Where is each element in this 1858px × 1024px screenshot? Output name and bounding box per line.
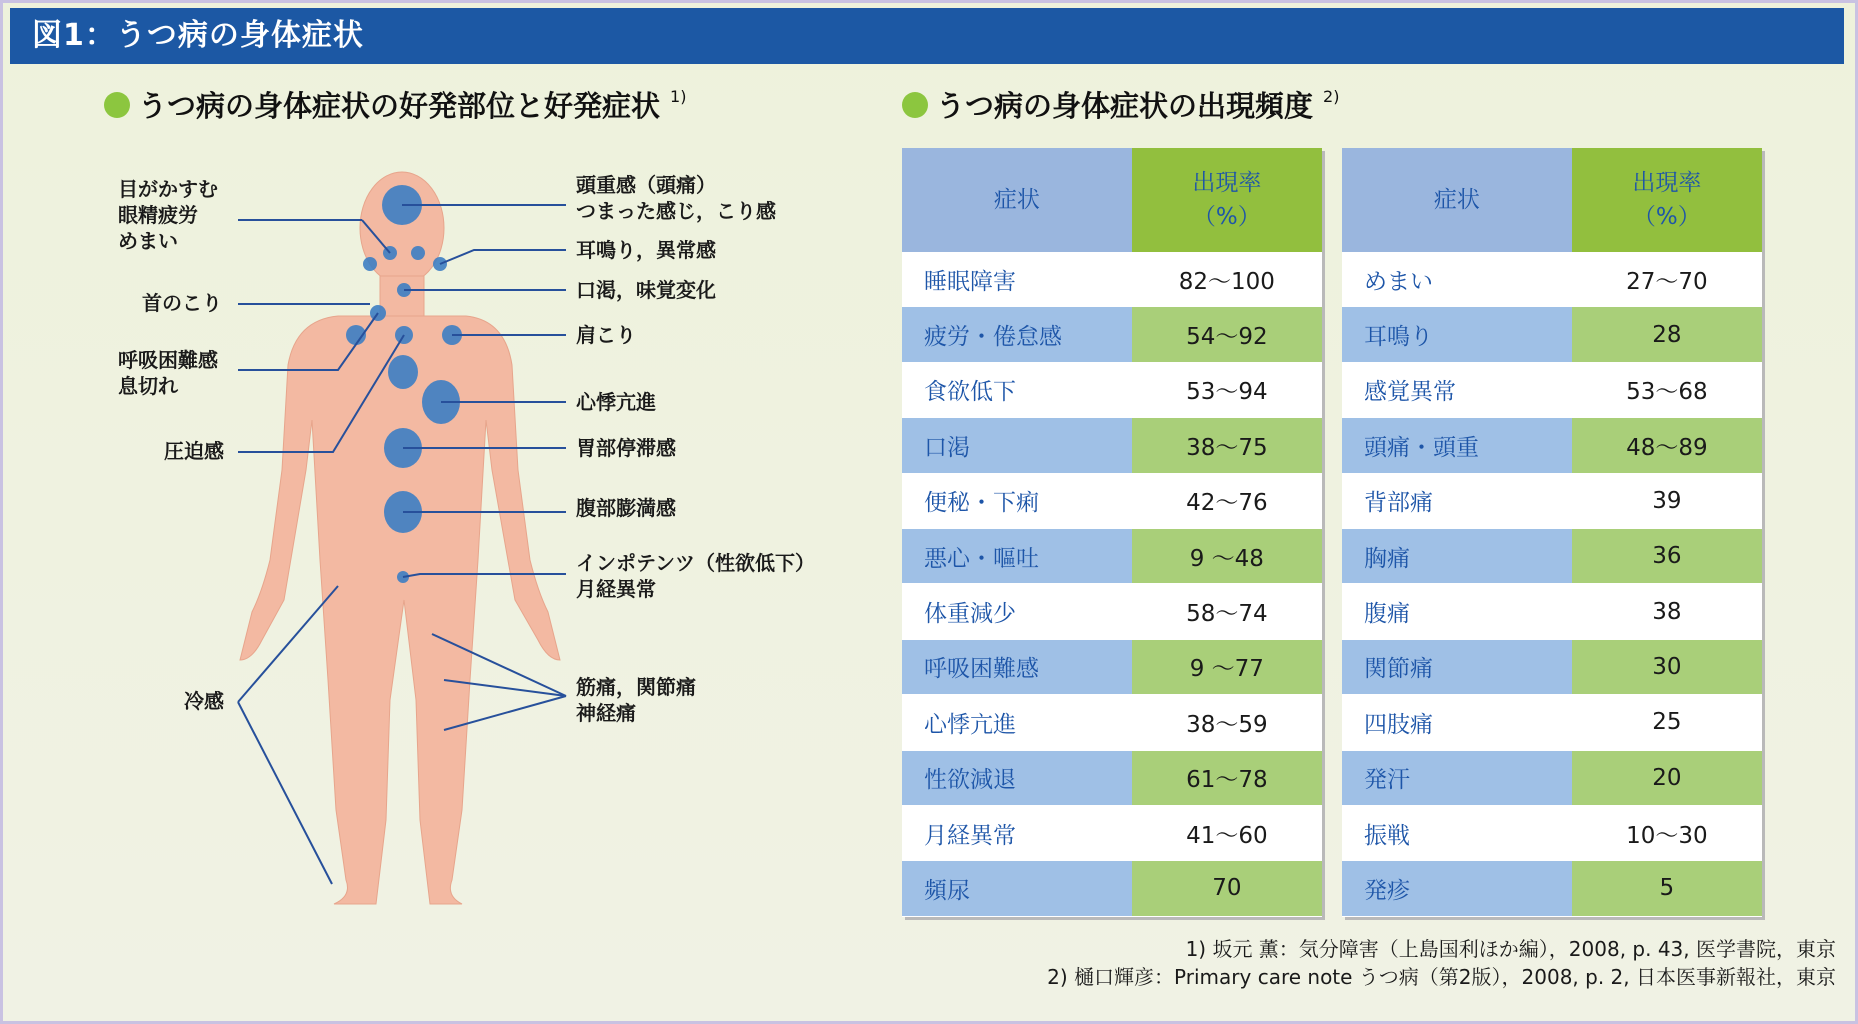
right-section-title (902, 84, 1339, 125)
column-header-rate-unit: （%） (1632, 204, 1701, 230)
rate-cell: 38〜75 (1132, 418, 1322, 473)
table-row (902, 252, 1322, 307)
label-mouth: 口渇，味覚変化 (576, 278, 716, 302)
rate-cell: 58〜74 (1132, 584, 1322, 639)
label-genital-2: 月経異常 (576, 577, 656, 601)
table-row (902, 639, 1322, 694)
table-row (902, 418, 1322, 473)
frequency-table-right (1342, 148, 1762, 917)
table-row (902, 750, 1322, 805)
symptom-cell: 頭痛・頭重 (1342, 418, 1572, 473)
label-cold: 冷感 (184, 689, 224, 713)
human-body-illustration (0, 0, 900, 1024)
symptom-cell: 悪心・嘔吐 (902, 528, 1132, 583)
label-head-2: つまった感じ，こり感 (576, 199, 776, 223)
table-row (1342, 362, 1762, 417)
table-row (902, 584, 1322, 639)
rate-cell: 38〜59 (1132, 695, 1322, 750)
left-section-ref: 1) (670, 87, 687, 106)
rate-cell: 61〜78 (1132, 750, 1322, 805)
label-muscle-1: 筋痛，関節痛 (576, 675, 696, 699)
symptom-cell: 発疹 (1342, 861, 1572, 916)
rate-cell: 36 (1572, 528, 1762, 583)
table-row (1342, 584, 1762, 639)
table-row (902, 307, 1322, 362)
label-pressure: 圧迫感 (164, 439, 224, 463)
column-header-rate (1572, 148, 1762, 252)
table-row (902, 473, 1322, 528)
rate-cell: 10〜30 (1572, 805, 1762, 860)
label-breath-1: 呼吸困難感 (118, 348, 218, 372)
rate-cell: 42〜76 (1132, 473, 1322, 528)
symptom-cell: 頻尿 (902, 861, 1132, 916)
label-eyes-1: 目がかすむ (118, 177, 218, 201)
symptom-cell: 心悸亢進 (902, 695, 1132, 750)
column-header-symptom: 症状 (1342, 148, 1572, 252)
reference-2: 2) 樋口輝彦：Primary care note うつ病（第2版），2008, p. 2, 日本医事新報社，東京 (1047, 965, 1836, 989)
symptom-cell: 口渇 (902, 418, 1132, 473)
label-eyes-3: めまい (118, 229, 178, 253)
rate-cell: 53〜68 (1572, 362, 1762, 417)
bullet-dot-icon (902, 92, 928, 118)
rate-cell: 54〜92 (1132, 307, 1322, 362)
table-row (902, 861, 1322, 916)
table-row (1342, 639, 1762, 694)
rate-cell: 30 (1572, 639, 1762, 694)
rate-cell: 82〜100 (1132, 252, 1322, 307)
symptom-cell: 疲労・倦怠感 (902, 307, 1132, 362)
rate-cell: 9 〜48 (1132, 528, 1322, 583)
table-row (1342, 528, 1762, 583)
label-breath-2: 息切れ (118, 374, 178, 398)
table-row (902, 695, 1322, 750)
rate-cell: 38 (1572, 584, 1762, 639)
symptom-cell: 背部痛 (1342, 473, 1572, 528)
reference-1: 1) 坂元 薫：気分障害（上島国利ほか編），2008, p. 43, 医学書院，東京 (1185, 937, 1836, 961)
table-row (1342, 861, 1762, 916)
symptom-cell: 振戦 (1342, 805, 1572, 860)
label-ears: 耳鳴り，異常感 (576, 238, 716, 262)
symptom-cell: 呼吸困難感 (902, 639, 1132, 694)
rate-cell: 41〜60 (1132, 805, 1322, 860)
column-header-rate-label: 出現率 (1192, 170, 1262, 196)
label-eyes-2: 眼精疲労 (118, 203, 198, 227)
figure-title: 図1：うつ病の身体症状 (10, 8, 1844, 64)
rate-cell: 48〜89 (1572, 418, 1762, 473)
symptom-cell: 体重減少 (902, 584, 1132, 639)
rate-cell: 70 (1132, 861, 1322, 916)
rate-cell: 53〜94 (1132, 362, 1322, 417)
symptom-cell: 四肢痛 (1342, 695, 1572, 750)
rate-cell: 9 〜77 (1132, 639, 1322, 694)
symptom-cell: 食欲低下 (902, 362, 1132, 417)
rate-cell: 39 (1572, 473, 1762, 528)
table-row (1342, 695, 1762, 750)
column-header-rate-unit: （%） (1192, 204, 1261, 230)
frequency-table-left-body (902, 252, 1322, 916)
symptom-cell: 便秘・下痢 (902, 473, 1132, 528)
rate-cell: 28 (1572, 307, 1762, 362)
column-header-rate-label: 出現率 (1632, 170, 1702, 196)
symptom-cell: めまい (1342, 252, 1572, 307)
label-genital-1: インポテンツ（性欲低下） (576, 551, 815, 575)
label-shoulder: 肩こり (576, 323, 636, 347)
label-stomach: 胃部停滞感 (576, 436, 676, 460)
label-abdomen: 腹部膨満感 (576, 496, 676, 520)
symptom-cell: 性欲減退 (902, 750, 1132, 805)
symptom-cell: 月経異常 (902, 805, 1132, 860)
left-section-title-text: うつ病の身体症状の好発部位と好発症状 (138, 89, 661, 123)
column-header-rate (1132, 148, 1322, 252)
table-row (1342, 750, 1762, 805)
rate-cell: 27〜70 (1572, 252, 1762, 307)
frequency-table-right-body (1342, 252, 1762, 916)
table-row (1342, 805, 1762, 860)
frequency-table-left (902, 148, 1322, 917)
rate-cell: 25 (1572, 695, 1762, 750)
right-section-ref: 2) (1323, 87, 1340, 106)
table-row (1342, 473, 1762, 528)
rate-cell: 5 (1572, 861, 1762, 916)
label-neck: 首のこり (142, 291, 222, 315)
symptom-cell: 関節痛 (1342, 639, 1572, 694)
label-muscle-2: 神経痛 (576, 701, 636, 725)
label-heart: 心悸亢進 (576, 390, 656, 414)
table-row (1342, 418, 1762, 473)
body-diagram (0, 0, 900, 1024)
table-row (1342, 307, 1762, 362)
symptom-cell: 腹痛 (1342, 584, 1572, 639)
column-header-symptom: 症状 (902, 148, 1132, 252)
table-row (902, 362, 1322, 417)
right-section-title-text: うつ病の身体症状の出現頻度 (936, 89, 1314, 123)
rate-cell: 20 (1572, 750, 1762, 805)
symptom-cell: 発汗 (1342, 750, 1572, 805)
symptom-cell: 感覚異常 (1342, 362, 1572, 417)
symptom-cell: 耳鳴り (1342, 307, 1572, 362)
symptom-cell: 胸痛 (1342, 528, 1572, 583)
symptom-cell: 睡眠障害 (902, 252, 1132, 307)
table-row (902, 528, 1322, 583)
table-row (902, 805, 1322, 860)
references (1047, 935, 1836, 991)
table-row (1342, 252, 1762, 307)
label-head-1: 頭重感（頭痛） (576, 173, 716, 197)
